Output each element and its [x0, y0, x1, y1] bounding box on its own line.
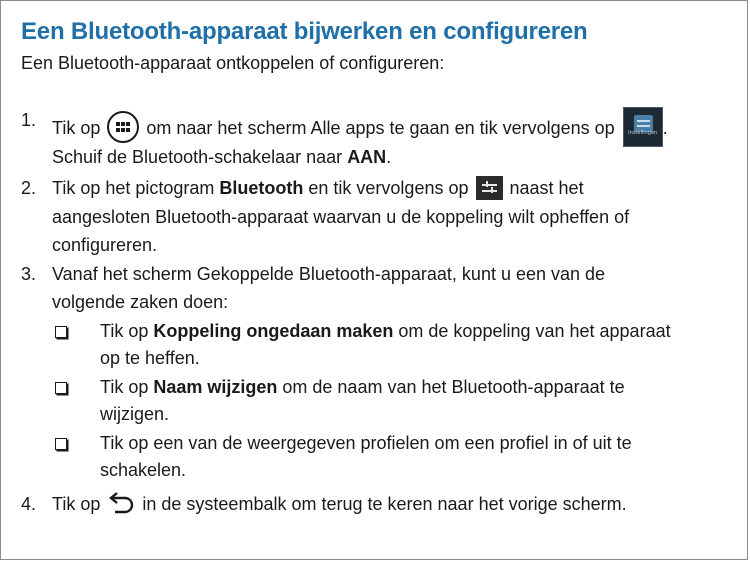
step-1-text-c: .: [662, 117, 668, 138]
settings-icon-caption: Instellingen: [628, 130, 658, 136]
option-2-bold: Naam wijzigen: [153, 377, 278, 397]
step-1-line-2-end: .: [386, 147, 392, 167]
option-2-line-2: wijzigen.: [100, 404, 170, 424]
step-2-bold: Bluetooth: [219, 178, 304, 198]
step-4-text-a: Tik op: [52, 494, 101, 514]
step-4-line-1: [52, 493, 627, 516]
intro-text: Een Bluetooth-apparaat ontkoppelen of configureren:: [21, 53, 445, 73]
checkbox-bullet: [55, 438, 67, 450]
step-1-text-a: Tik op: [52, 117, 101, 138]
step-3-number: 3.: [21, 264, 37, 284]
option-1-bold: Koppeling ongedaan maken: [153, 321, 394, 341]
step-2-line-2: aangesloten Bluetooth-apparaat waarvan u de koppeling wilt opheffen of: [52, 207, 630, 227]
option-3-line-2: schakelen.: [100, 460, 187, 480]
step-2-line-1: [52, 177, 584, 201]
back-icon: [107, 492, 135, 514]
step-2-number: 2.: [21, 178, 37, 198]
option-2-line-1: [100, 376, 625, 398]
step-1-line-1: [52, 109, 668, 149]
step-2-line-3: configureren.: [52, 235, 158, 255]
option-1-post: om de koppeling van het apparaat: [393, 321, 671, 341]
step-4-number: 4.: [21, 494, 37, 514]
step-3-line-1: Vanaf het scherm Gekoppelde Bluetooth-apparaat, kunt u een van de: [52, 264, 606, 284]
option-2-pre: Tik op: [100, 377, 154, 397]
all-apps-icon: [107, 111, 139, 143]
page-title: Een Bluetooth-apparaat bijwerken en configureren: [21, 18, 588, 45]
option-3-line-1: Tik op een van de weergegeven profielen om een profiel in of uit te: [100, 433, 632, 453]
checkbox-bullet: [55, 326, 67, 338]
option-1-line-1: [100, 320, 671, 342]
settings-icon: [623, 107, 663, 147]
step-1-line-2: [52, 146, 391, 168]
step-2-text-c: naast het: [509, 178, 584, 198]
adjust-settings-icon: [476, 176, 503, 200]
step-3-line-2: volgende zaken doen:: [52, 292, 229, 312]
step-1-line-2-bold: AAN: [347, 147, 387, 167]
option-1-line-2: op te heffen.: [100, 348, 200, 368]
option-1-pre: Tik op: [100, 321, 154, 341]
option-2-post: om de naam van het Bluetooth-apparaat te: [277, 377, 625, 397]
checkbox-bullet: [55, 382, 67, 394]
step-2-text-a: Tik op het pictogram: [52, 178, 220, 198]
step-4-text-b: in de systeembalk om terug te keren naar het vorige scherm.: [142, 494, 627, 514]
step-1-text-b: om naar het scherm Alle apps te gaan en tik vervolgens op: [146, 117, 615, 138]
step-1-line-2-text: Schuif de Bluetooth-schakelaar naar: [52, 147, 348, 167]
step-2-text-b: en tik vervolgens op: [303, 178, 469, 198]
step-1-number: 1.: [21, 110, 37, 130]
